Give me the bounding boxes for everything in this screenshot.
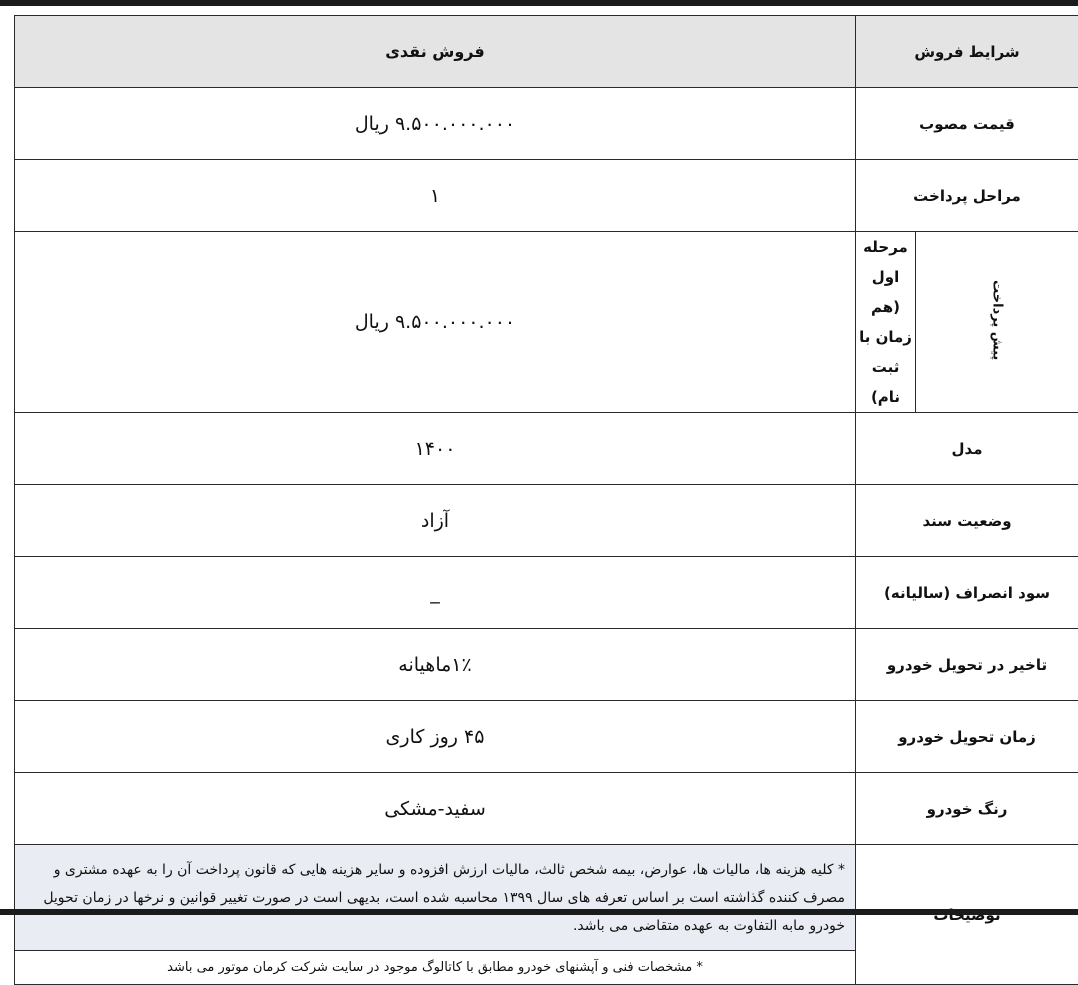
table-row-car-color — [15, 773, 1078, 845]
row-label: وضعیت سند — [856, 485, 1078, 557]
row-label: زمان تحویل خودرو — [856, 701, 1078, 773]
row-value: _ — [15, 557, 856, 629]
notes-text-1: * کلیه هزینه ها، مالیات ها، عوارض، بیمه شخص ثالث، مالیات ارزش افزوده و سایر هزینه هایی که قانون پرداخت آن را به عهده مشتری و مصرف کننده گذاشته است بر اساس تعرفه های سال ۱۳۹۹ محاسبه شده است، بدیهی است در صورت تغییر قوانین و نرخها در زمان تحویل خودرو مابه التفاوت به عهده متقاضی می باشد. — [15, 845, 856, 951]
table-row-delivery-delay — [15, 629, 1078, 701]
row-label: مراحل پرداخت — [856, 160, 1078, 232]
table-row-prepayment — [15, 232, 1078, 413]
row-label: تاخیر در تحویل خودرو — [856, 629, 1078, 701]
bottom-frame-edge — [0, 909, 1078, 915]
table-row-document-status — [15, 485, 1078, 557]
row-value: آزاد — [15, 485, 856, 557]
row-value: ۱٪ماهیانه — [15, 629, 856, 701]
table-row-delivery-time — [15, 701, 1078, 773]
row-label: قیمت مصوب — [856, 88, 1078, 160]
row-label: سود انصراف (سالیانه) — [856, 557, 1078, 629]
sales-conditions-sheet — [14, 15, 1078, 909]
prepayment-group-label: پیش پرداخت — [990, 280, 1005, 360]
top-frame-edge — [0, 0, 1078, 6]
table-row-cancellation-interest — [15, 557, 1078, 629]
table-row-payment-stages — [15, 160, 1078, 232]
first-stage-sublabel: (هم زمان با ثبت نام) — [856, 292, 915, 412]
first-stage-cell — [856, 232, 916, 413]
table-row-approved-price — [15, 88, 1078, 160]
row-value: ۹.۵۰۰.۰۰۰.۰۰۰ ریال — [15, 88, 856, 160]
prepayment-group-cell — [916, 232, 1078, 413]
row-value: سفید-مشکی — [15, 773, 856, 845]
row-value: ۱ — [15, 160, 856, 232]
table-header-row — [15, 16, 1078, 88]
row-value: ۱۴۰۰ — [15, 413, 856, 485]
first-stage-label: مرحله اول — [856, 232, 915, 292]
row-label: رنگ خودرو — [856, 773, 1078, 845]
header-label: شرایط فروش — [856, 16, 1078, 88]
header-value: فروش نقدی — [15, 16, 856, 88]
table-row-model — [15, 413, 1078, 485]
sales-conditions-table — [14, 15, 1078, 985]
notes-text-2: * مشخصات فنی و آپشنهای خودرو مطابق با کاتالوگ موجود در سایت شرکت کرمان موتور می باشد — [15, 951, 856, 985]
table-row-notes — [15, 845, 1078, 951]
row-label: مدل — [856, 413, 1078, 485]
row-value: ۹.۵۰۰.۰۰۰.۰۰۰ ریال — [15, 232, 856, 413]
row-value: ۴۵ روز کاری — [15, 701, 856, 773]
